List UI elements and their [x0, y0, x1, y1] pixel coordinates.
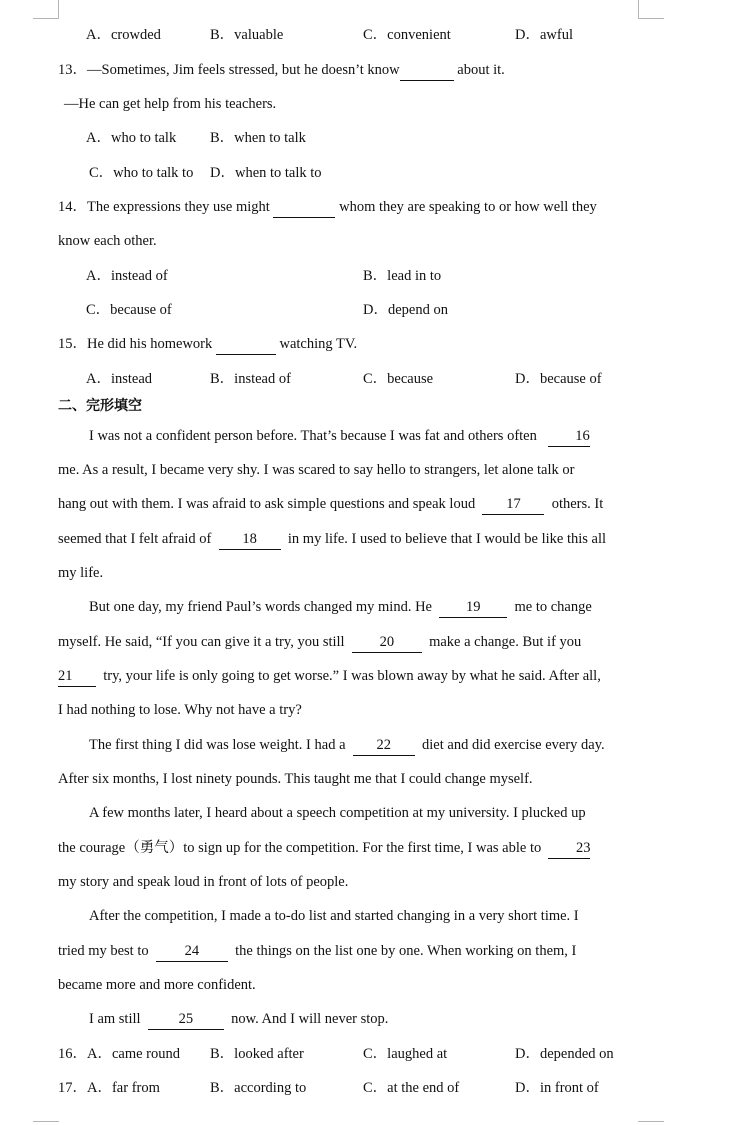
q13-option-d: D．when to talk to: [210, 165, 322, 181]
blank-19: 19: [439, 599, 507, 618]
q14-number: 14．: [58, 199, 87, 215]
passage-p6-line-1: I am still 25 now. And I will never stop.: [89, 1009, 388, 1030]
q17-option-b: B．according to: [210, 1080, 307, 1096]
section-heading: 二、完形填空: [58, 398, 142, 414]
passage-line-4: seemed that I felt afraid of 18 in my life. I used to believe that I would be like this all: [58, 529, 606, 550]
q15-option-d: D．because of: [515, 371, 602, 387]
passage-p3-line-1: The first thing I did was lose weight. I had a 22 diet and did exercise every day.: [89, 735, 605, 756]
q14-option-d: D．depend on: [363, 302, 448, 318]
q12-option-d: D．awful: [515, 27, 573, 43]
blank-16: 16: [548, 428, 590, 447]
passage-p4-line-2: the courage（勇气）to sign up for the competition. For the first time, I was able to 23: [58, 838, 590, 859]
blank-22: 22: [353, 737, 415, 756]
q13-option-a: A．who to talk: [86, 130, 177, 146]
passage-p4-line-3: my story and speak loud in front of lots of people.: [58, 874, 349, 890]
q13-stem: 13．—Sometimes, Jim feels stressed, but he doesn’t know about it.: [58, 60, 505, 81]
q15-option-a: A．instead: [86, 371, 153, 387]
blank-17: 17: [482, 496, 544, 515]
q15-number: 15．: [58, 336, 87, 352]
q13-option-b: B．when to talk: [210, 130, 306, 146]
crop-mark-top-right: [638, 0, 639, 18]
q14-option-b: B．lead in to: [363, 268, 442, 284]
q15-option-c: C．because: [363, 371, 434, 387]
q17-option-c: C．at the end of: [363, 1080, 460, 1096]
q16-option-c: C．laughed at: [363, 1046, 448, 1062]
q13-number: 13．: [58, 62, 87, 78]
q16-number: 16．: [58, 1046, 87, 1062]
q17-number: 17．: [58, 1080, 87, 1096]
q12-option-c: C．convenient: [363, 27, 451, 43]
q13-line2: —He can get help from his teachers.: [64, 96, 277, 112]
q16-option-d: D．depended on: [515, 1046, 614, 1062]
passage-p3-line-2: After six months, I lost ninety pounds. This taught me that I could change myself.: [58, 771, 533, 787]
q15-stem: 15．He did his homework watching TV.: [58, 334, 357, 355]
passage-line-1: I was not a confident person before. That’s because I was fat and others often 16: [89, 426, 590, 447]
passage-line-2: me. As a result, I became very shy. I was scared to say hello to strangers, let alone talk or: [58, 462, 575, 478]
q16-option-b: B．looked after: [210, 1046, 304, 1062]
q16-number-option-a: 16．A．came round: [58, 1046, 181, 1062]
q13-blank: [400, 62, 454, 81]
blank-25: 25: [148, 1011, 224, 1030]
passage-p2-line-1: But one day, my friend Paul’s words changed my mind. He 19 me to change: [89, 597, 592, 618]
crop-mark-bottom-left: [33, 1121, 59, 1122]
q17-option-d: D．in front of: [515, 1080, 599, 1096]
passage-p2-line-3: 21 try, your life is only going to get worse.” I was blown away by what he said. After all,: [58, 666, 601, 687]
q17-number-option-a: 17．A．far from: [58, 1080, 160, 1096]
q12-option-a: A．crowded: [86, 27, 161, 43]
q14-blank: [273, 199, 335, 218]
q14-option-c: C．because of: [86, 302, 172, 318]
blank-24: 24: [156, 943, 228, 962]
crop-mark-top-left: [58, 0, 59, 18]
blank-21: 21: [58, 668, 96, 687]
passage-p2-line-2: myself. He said, “If you can give it a try, you still 20 make a change. But if you: [58, 632, 581, 653]
q14-line2: know each other.: [58, 233, 157, 249]
crop-mark-top-left-h: [33, 18, 59, 19]
q15-blank: [216, 336, 276, 355]
q15-option-b: B．instead of: [210, 371, 291, 387]
passage-p5-line-2: tried my best to 24 the things on the list one by one. When working on them, I: [58, 941, 576, 962]
q14-option-a: A．instead of: [86, 268, 168, 284]
q14-stem: 14．The expressions they use might whom they are speaking to or how well they: [58, 197, 597, 218]
blank-23: 23: [548, 840, 590, 859]
passage-p4-line-1: A few months later, I heard about a speech competition at my university. I plucked up: [89, 805, 586, 821]
passage-p2-line-4: I had nothing to lose. Why not have a try?: [58, 702, 302, 718]
crop-mark-top-right-h: [638, 18, 664, 19]
q12-option-b: B．valuable: [210, 27, 284, 43]
blank-18: 18: [219, 531, 281, 550]
passage-line-5: my life.: [58, 565, 104, 581]
q13-option-c: C．who to talk to: [89, 165, 194, 181]
passage-p5-line-3: became more and more confident.: [58, 977, 256, 993]
passage-line-3: hang out with them. I was afraid to ask simple questions and speak loud 17 others. It: [58, 494, 603, 515]
crop-mark-bottom-right: [638, 1121, 664, 1122]
blank-20: 20: [352, 634, 422, 653]
passage-p5-line-1: After the competition, I made a to-do list and started changing in a very short time. I: [89, 908, 579, 924]
